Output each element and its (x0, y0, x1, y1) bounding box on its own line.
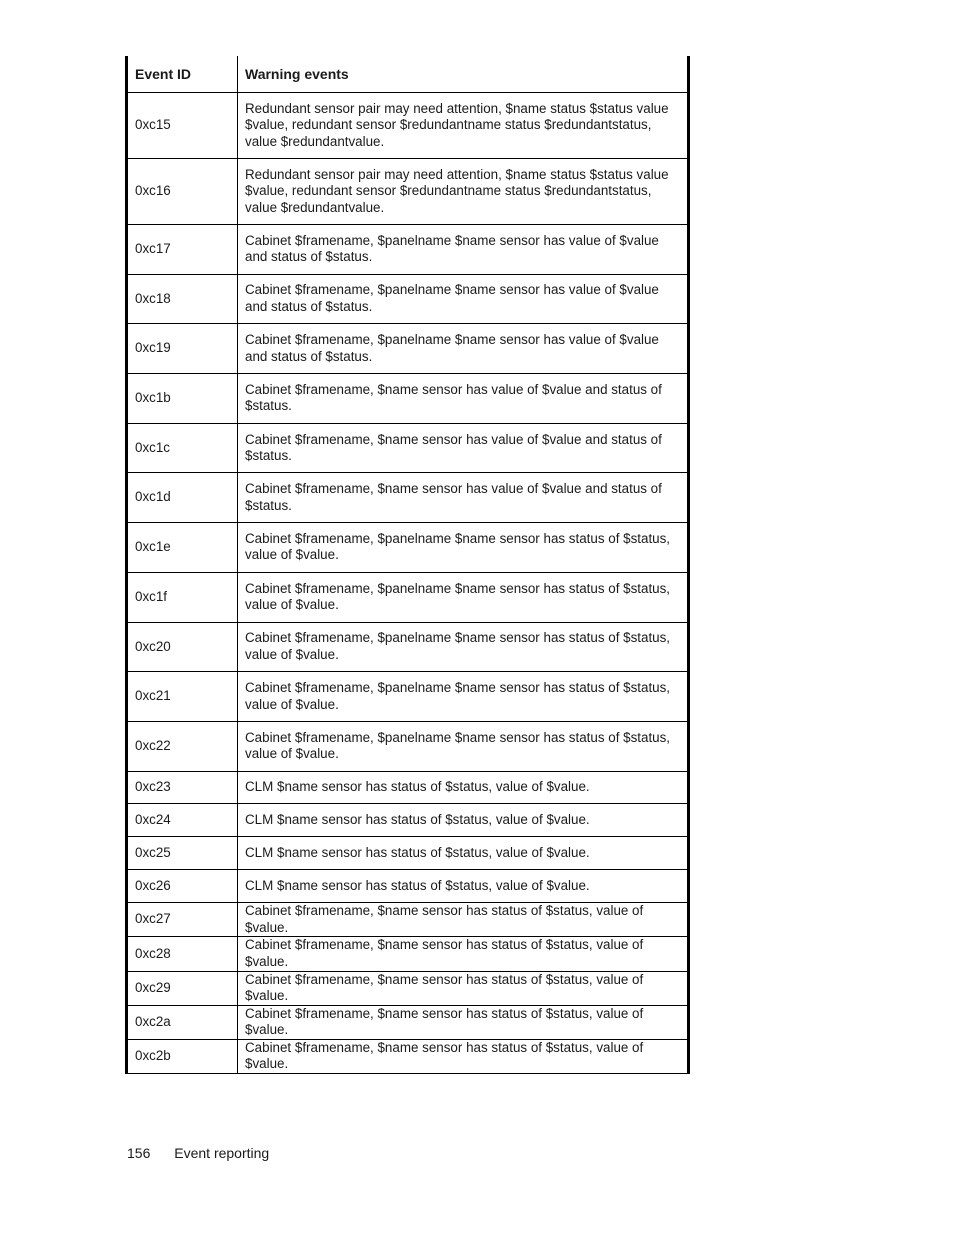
event-description-cell: Cabinet $framename, $name sensor has status of $status, value of $value. (238, 903, 689, 937)
event-description-cell: Cabinet $framename, $name sensor has status of $status, value of $value. (238, 971, 689, 1005)
table-row (127, 771, 689, 804)
event-id-cell: 0xc29 (127, 971, 238, 1005)
event-id-cell: 0xc18 (127, 274, 238, 324)
table-row (127, 1005, 689, 1039)
table-row (127, 225, 689, 275)
event-description-cell: Cabinet $framename, $panelname $name sensor has status of $status, value of $value. (238, 672, 689, 722)
event-description-cell: CLM $name sensor has status of $status, value of $value. (238, 837, 689, 870)
event-id-cell: 0xc15 (127, 93, 238, 159)
event-id-cell: 0xc16 (127, 159, 238, 225)
event-description-cell: Cabinet $framename, $name sensor has value of $value and status of $status. (238, 473, 689, 523)
table-row (127, 93, 689, 159)
event-id-cell: 0xc17 (127, 225, 238, 275)
table-row (127, 837, 689, 870)
table-row (127, 423, 689, 473)
event-id-cell: 0xc1e (127, 523, 238, 573)
event-id-cell: 0xc24 (127, 804, 238, 837)
table-body (127, 93, 689, 1074)
event-description-cell: Cabinet $framename, $panelname $name sensor has status of $status, value of $value. (238, 622, 689, 672)
event-id-cell: 0xc1d (127, 473, 238, 523)
event-description-cell: Redundant sensor pair may need attention, $name status $status value $value, redundant sensor $redundantname status $redundantstatus, value $redundantvalue. (238, 159, 689, 225)
header-warning-events: Warning events (238, 56, 689, 93)
event-description-cell: Cabinet $framename, $name sensor has status of $status, value of $value. (238, 1039, 689, 1073)
event-description-cell: Cabinet $framename, $name sensor has value of $value and status of $status. (238, 374, 689, 424)
event-id-cell: 0xc1c (127, 423, 238, 473)
event-description-cell: Cabinet $framename, $panelname $name sensor has status of $status, value of $value. (238, 572, 689, 622)
event-id-cell: 0xc27 (127, 903, 238, 937)
table-row (127, 971, 689, 1005)
event-description-cell: Cabinet $framename, $name sensor has value of $value and status of $status. (238, 423, 689, 473)
event-id-cell: 0xc2a (127, 1005, 238, 1039)
event-description-cell: Cabinet $framename, $panelname $name sensor has status of $status, value of $value. (238, 523, 689, 573)
event-description-cell: Cabinet $framename, $panelname $name sensor has value of $value and status of $status. (238, 324, 689, 374)
event-description-cell: Cabinet $framename, $panelname $name sensor has value of $value and status of $status. (238, 274, 689, 324)
header-event-id: Event ID (127, 56, 238, 93)
page-number: 156 (127, 1145, 151, 1161)
event-description-cell: Redundant sensor pair may need attention, $name status $status value $value, redundant sensor $redundantname status $redundantstatus, value $redundantvalue. (238, 93, 689, 159)
event-description-cell: Cabinet $framename, $panelname $name sensor has status of $status, value of $value. (238, 721, 689, 771)
event-id-cell: 0xc23 (127, 771, 238, 804)
event-id-cell: 0xc2b (127, 1039, 238, 1073)
event-id-cell: 0xc1b (127, 374, 238, 424)
event-description-cell: Cabinet $framename, $panelname $name sensor has value of $value and status of $status. (238, 225, 689, 275)
event-id-cell: 0xc26 (127, 870, 238, 903)
table-row (127, 672, 689, 722)
table-row (127, 870, 689, 903)
table-row (127, 374, 689, 424)
table-row (127, 804, 689, 837)
table-row (127, 324, 689, 374)
table-row (127, 523, 689, 573)
event-description-cell: CLM $name sensor has status of $status, value of $value. (238, 870, 689, 903)
warning-events-table (125, 56, 690, 1074)
event-id-cell: 0xc1f (127, 572, 238, 622)
table-row (127, 159, 689, 225)
event-id-cell: 0xc21 (127, 672, 238, 722)
table-header-row (127, 56, 689, 93)
event-description-cell: CLM $name sensor has status of $status, value of $value. (238, 771, 689, 804)
event-id-cell: 0xc22 (127, 721, 238, 771)
table-row (127, 473, 689, 523)
event-id-cell: 0xc20 (127, 622, 238, 672)
table-row (127, 903, 689, 937)
section-title: Event reporting (174, 1145, 270, 1161)
table-row (127, 937, 689, 971)
table-row (127, 1039, 689, 1073)
event-description-cell: CLM $name sensor has status of $status, value of $value. (238, 804, 689, 837)
event-id-cell: 0xc19 (127, 324, 238, 374)
event-id-cell: 0xc25 (127, 837, 238, 870)
event-id-cell: 0xc28 (127, 937, 238, 971)
event-description-cell: Cabinet $framename, $name sensor has status of $status, value of $value. (238, 1005, 689, 1039)
table-row (127, 622, 689, 672)
table-row (127, 274, 689, 324)
table-row (127, 572, 689, 622)
event-description-cell: Cabinet $framename, $name sensor has status of $status, value of $value. (238, 937, 689, 971)
page-footer (127, 1145, 269, 1161)
table-row (127, 721, 689, 771)
